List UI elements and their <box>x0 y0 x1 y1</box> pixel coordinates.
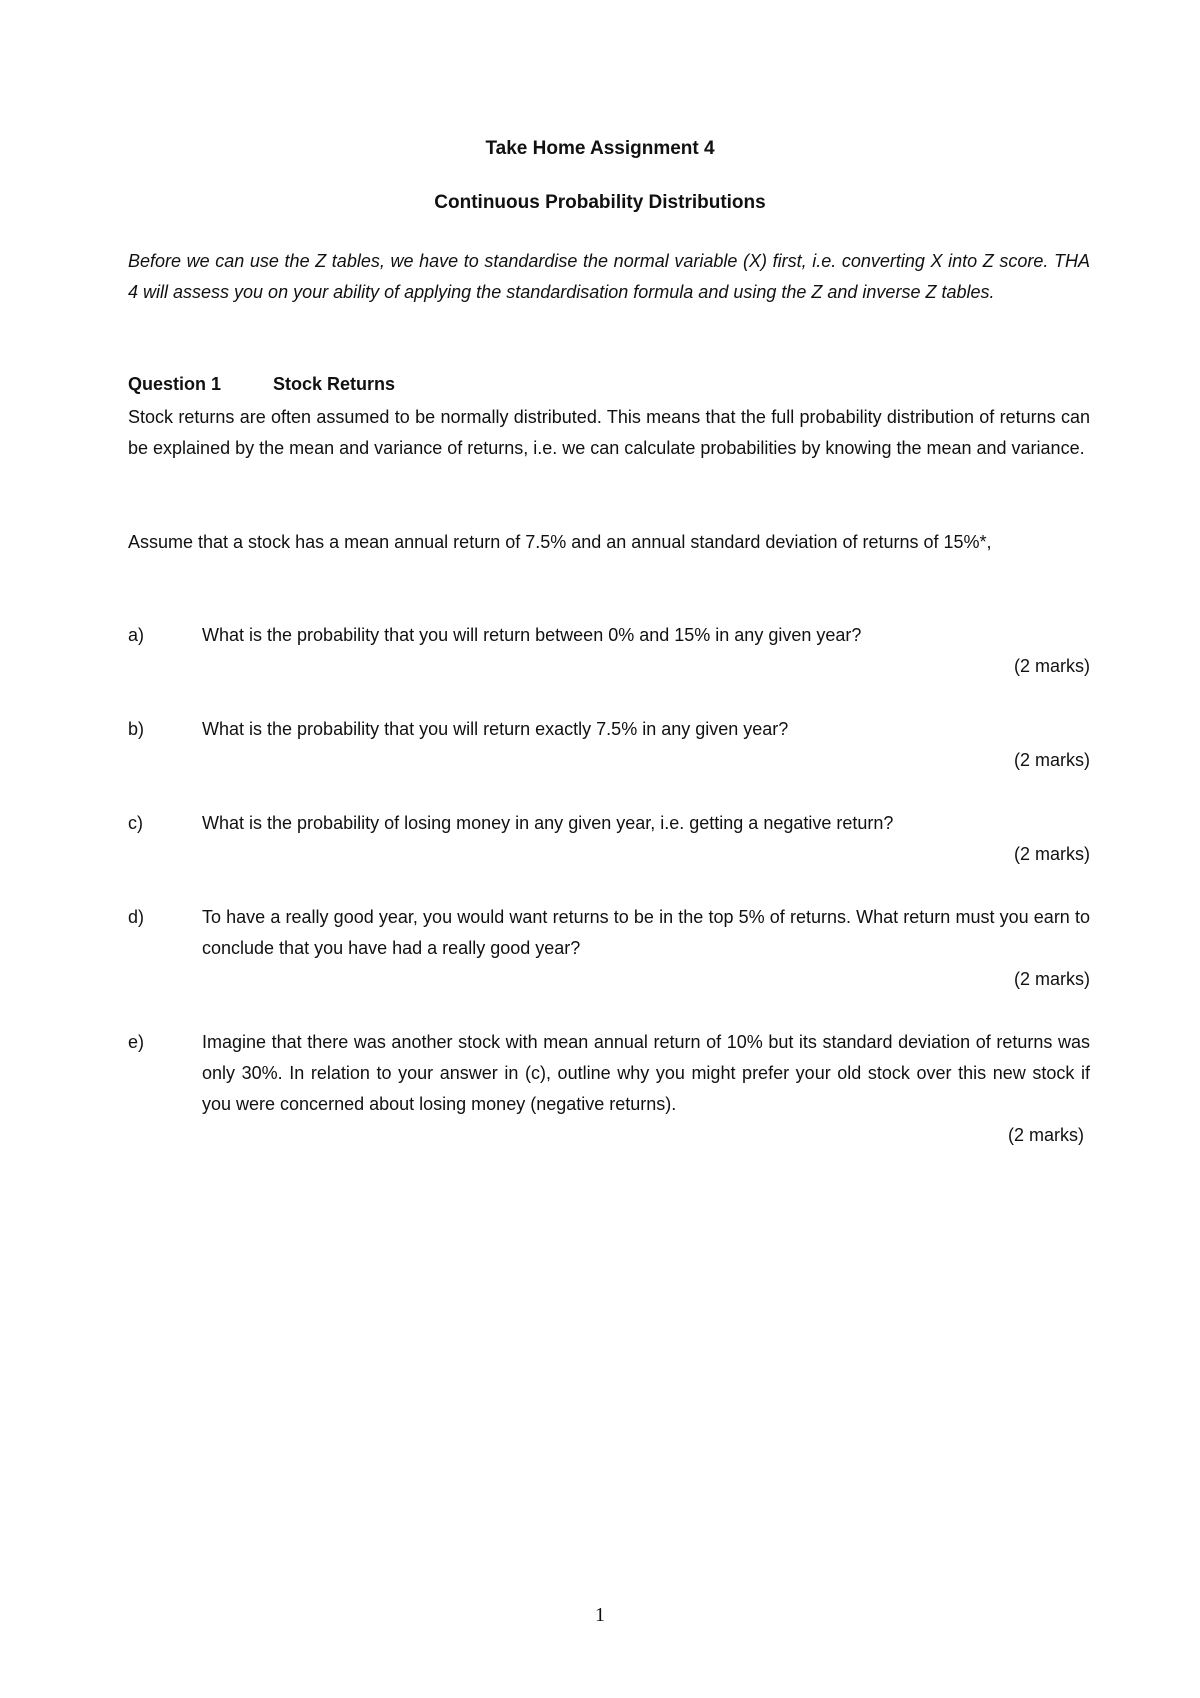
part-label: b) <box>128 719 145 739</box>
part-text: Imagine that there was another stock with mean annual return of 10% but its standard deviation of returns was only 30%. In relation to your answer in (c), outline why you might prefer your old stock over this new stock if you were concerned about losing money (negative returns). <box>202 1032 1090 1114</box>
question-paragraph-2: Assume that a stock has a mean annual return of 7.5% and an annual standard deviation of returns of 15%*, <box>128 532 992 552</box>
part-marks: (2 marks) <box>1014 750 1090 770</box>
part-label: e) <box>128 1032 145 1052</box>
part-marks: (2 marks) <box>1014 969 1090 989</box>
part-label: d) <box>128 907 145 927</box>
document-subtitle: Continuous Probability Distributions <box>434 192 766 213</box>
part-label: a) <box>128 625 145 645</box>
part-text: What is the probability that you will return between 0% and 15% in any given year? <box>202 625 862 645</box>
part-text: What is the probability of losing money in any given year, i.e. getting a negative return? <box>202 813 894 833</box>
document-title: Take Home Assignment 4 <box>485 138 715 159</box>
page-number: 1 <box>595 1604 605 1626</box>
question-heading <box>128 374 395 395</box>
part-marks: (2 marks) <box>1014 656 1090 676</box>
question-part-a <box>128 620 1090 682</box>
part-marks: (2 marks) <box>1014 844 1090 864</box>
part-marks: (2 marks) <box>1008 1125 1084 1145</box>
question-part-e <box>128 1027 1090 1151</box>
part-label: c) <box>128 813 143 833</box>
question-topic: Stock Returns <box>273 374 396 394</box>
part-text: To have a really good year, you would want returns to be in the top 5% of returns. What return must you earn to conclude that you have had a really good year? <box>202 907 1090 958</box>
question-number: Question 1 <box>128 374 222 394</box>
question-part-d <box>128 902 1090 995</box>
question-part-c <box>128 808 1090 870</box>
part-text: What is the probability that you will return exactly 7.5% in any given year? <box>202 719 789 739</box>
question-part-b <box>128 714 1090 776</box>
question-paragraph-1: Stock returns are often assumed to be normally distributed. This means that the full probability distribution of returns can be explained by the mean and variance of returns, i.e. we can calculate probabilities by knowing the mean and variance. <box>128 407 1090 458</box>
intro-paragraph: Before we can use the Z tables, we have to standardise the normal variable (X) first, i.e. converting X into Z score. THA 4 will assess you on your ability of applying the standardisation formula and using the Z and inverse Z tables. <box>128 251 1090 302</box>
